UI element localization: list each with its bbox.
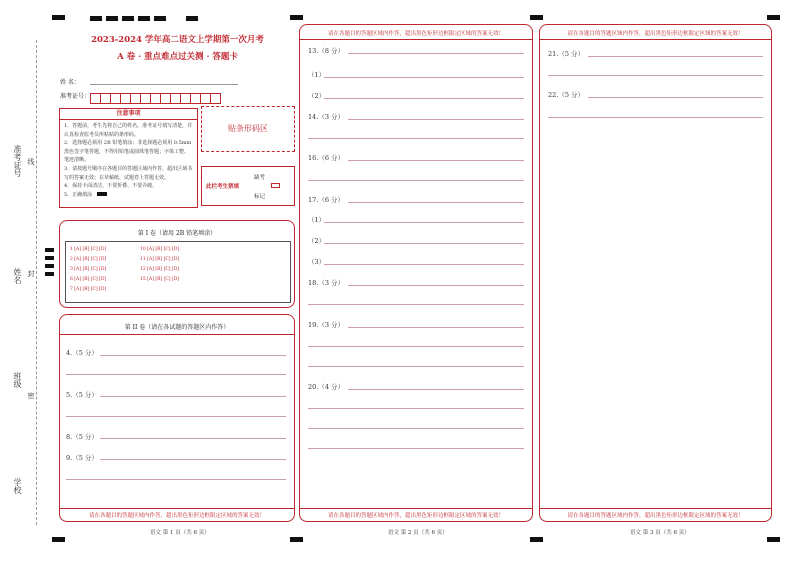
warning-text: 请在各题目的答题区域内作答，超出黑色矩形边框限定区域的答案无效！ [327, 31, 504, 37]
notice-item [64, 191, 193, 200]
section1-panel [59, 220, 295, 308]
answer-line[interactable] [588, 56, 763, 57]
answer-line[interactable] [308, 366, 524, 367]
registration-mark [154, 16, 166, 21]
choice-row[interactable]: 12 [A] [B] [C] [D] [140, 267, 180, 272]
registration-mark [106, 16, 118, 21]
section1-title: 第 I 卷（请用 2B 铅笔填涂） [137, 230, 217, 237]
choice-column-right [140, 245, 179, 285]
choice-row[interactable]: 11 [A] [B] [C] [D] [140, 257, 180, 262]
binding-mi: 密 [27, 392, 35, 399]
barcode-label: 贴条形码区 [228, 124, 268, 133]
question-label: 20.（4 分） [308, 383, 345, 391]
registration-mark [138, 16, 150, 21]
name-field[interactable] [90, 84, 238, 85]
section2-panel [59, 314, 295, 522]
name-label: 姓 名： [60, 79, 80, 86]
notice-item: 2．选择题必须用 2B 铅笔填涂；非选择题必须用 0.5mm 黑色签字笔答题，不得用铅笔或圆珠笔答题；字体工整、笔迹清晰。 [64, 140, 192, 164]
answer-line[interactable] [348, 119, 524, 120]
footer-divider [300, 508, 532, 509]
id-label: 准考证号： [60, 93, 91, 100]
warning-text: 请在各题目的答题区域内作答，超出黑色矩形边框限定区域的答案无效！ [567, 31, 744, 37]
binding-school-label: 学校 [13, 478, 22, 494]
registration-mark [530, 537, 543, 542]
choice-row[interactable]: 6 [A] [B] [C] [D] [70, 277, 107, 282]
answer-line[interactable] [548, 117, 763, 118]
answer-line[interactable] [308, 428, 524, 429]
answer-line[interactable] [100, 355, 286, 356]
registration-mark [290, 537, 303, 542]
page-footer: 语文 第 1 页（共 6 页） [150, 530, 210, 536]
answer-line[interactable] [348, 285, 524, 286]
question-label: 21.（5 分） [548, 50, 585, 58]
section2-title: 第 II 卷（请在各试题的答题区内作答） [124, 324, 230, 331]
registration-mark [767, 537, 780, 542]
answer-line[interactable] [308, 408, 524, 409]
page3-panel [539, 24, 772, 522]
registration-mark [530, 15, 543, 20]
answer-line[interactable] [100, 396, 286, 397]
notice-box [59, 108, 198, 208]
absent-line1: 缺考 [254, 175, 266, 181]
registration-mark [90, 16, 102, 21]
registration-mark [290, 15, 303, 20]
id-digit-box[interactable] [210, 93, 221, 104]
answer-line[interactable] [66, 479, 286, 480]
question-label: 13.（8 分） [308, 47, 345, 55]
registration-mark [52, 537, 65, 542]
question-label: 19.（3 分） [308, 321, 345, 329]
absent-line2: 标记 [254, 194, 266, 200]
answer-line[interactable] [324, 77, 524, 78]
answer-line[interactable] [348, 389, 524, 390]
section2-divider [60, 334, 294, 335]
answer-line[interactable] [348, 327, 524, 328]
registration-mark [45, 248, 54, 252]
question-label: （3） [308, 258, 326, 266]
answer-line[interactable] [66, 416, 286, 417]
answer-line[interactable] [308, 180, 524, 181]
answer-line[interactable] [308, 304, 524, 305]
choice-row[interactable]: 2 [A] [B] [C] [D] [70, 257, 107, 262]
binding-class-label: 班级 [13, 372, 22, 388]
binding-feng: 封 [27, 270, 35, 277]
warning-text: 请在各题目的答题区域内作答，超出黑色矩形边框限定区域的答案无效！ [88, 513, 265, 519]
answer-line[interactable] [324, 264, 524, 265]
header-divider [300, 39, 532, 40]
answer-line[interactable] [324, 243, 524, 244]
absent-box [201, 166, 295, 206]
question-label: 5.（5 分） [66, 391, 98, 399]
question-label: （2） [308, 92, 326, 100]
filled-sample-mark [97, 192, 107, 196]
answer-line[interactable] [308, 448, 524, 449]
page-title: 2023-2024 学年高二语文上学期第一次月考 [91, 35, 264, 45]
barcode-area [201, 106, 295, 152]
answer-line[interactable] [100, 438, 286, 439]
warning-text: 请在各题目的答题区域内作答，超出黑色矩形边框限定区域的答案无效！ [567, 513, 744, 519]
binding-dashed-line [36, 40, 37, 525]
id-boxes[interactable] [90, 88, 220, 107]
question-label: 22.（5 分） [548, 91, 585, 99]
answer-line[interactable] [324, 98, 524, 99]
question-label: （2） [308, 237, 326, 245]
registration-mark [122, 16, 134, 21]
registration-mark [52, 15, 65, 20]
header-divider [540, 39, 771, 40]
footer-divider [540, 508, 771, 509]
choice-column-left [70, 245, 106, 295]
question-label: （1） [308, 71, 326, 79]
choice-row[interactable]: 15 [A] [B] [C] [D] [140, 277, 180, 282]
answer-line[interactable] [348, 53, 524, 54]
choice-row[interactable]: 7 [A] [B] [C] [D] [70, 287, 107, 292]
registration-mark [45, 272, 54, 276]
answer-line[interactable] [588, 97, 763, 98]
question-label: 18.（3 分） [308, 279, 345, 287]
answer-line[interactable] [348, 202, 524, 203]
registration-mark [767, 15, 780, 20]
notice-item: 3．请按题号顺序在各题目的答题区域内作答，超出区域书写的答案无效；在草稿纸、试题卷上答题无效。 [64, 165, 193, 181]
answer-line[interactable] [348, 160, 524, 161]
notice-item: 1．答题前，考生先将自己的姓名，准考证号填写清楚，并认真检查监考员所粘贴的条形码。 [64, 123, 193, 138]
answer-line[interactable] [100, 459, 286, 460]
absent-label: 此栏考生禁填 [206, 184, 240, 190]
binding-name-label: 姓名 [13, 268, 22, 284]
question-label: 16.（6 分） [308, 154, 345, 162]
page-subtitle: A 卷 · 重点难点过关测 · 答题卡 [117, 52, 238, 62]
notice-item-text: 5．正确填涂 [64, 191, 93, 198]
absent-checkbox[interactable] [271, 183, 280, 188]
question-label: 4.（5 分） [66, 349, 98, 357]
choice-row[interactable]: 1 [A] [B] [C] [D] [70, 247, 107, 252]
notice-item: 4．保持卡面清洁，不要折叠、不要弄破。 [64, 183, 158, 190]
registration-mark [45, 264, 54, 268]
answer-line[interactable] [308, 138, 524, 139]
notice-title: 注意事项 [60, 109, 197, 120]
answer-line[interactable] [324, 222, 524, 223]
page-footer: 语文 第 3 页（共 6 页） [630, 530, 690, 536]
binding-xian: 线 [27, 158, 35, 165]
question-label: 8.（5 分） [66, 433, 98, 441]
page-footer: 语文 第 2 页（共 6 页） [388, 530, 448, 536]
question-label: 17.（6 分） [308, 196, 345, 204]
choice-row[interactable]: 3 [A] [B] [C] [D] [70, 267, 107, 272]
question-label: （1） [308, 216, 326, 224]
page2-panel [299, 24, 533, 522]
answer-line[interactable] [66, 374, 286, 375]
warning-text: 请在各题目的答题区域内作答，超出黑色矩形边框限定区域的答案无效！ [327, 513, 504, 519]
registration-mark [186, 16, 198, 21]
question-label: 9.（5 分） [66, 454, 98, 462]
binding-id-label: 准考证号 [13, 145, 22, 177]
choice-row[interactable]: 10 [A] [B] [C] [D] [140, 247, 180, 252]
question-label: 14.（3 分） [308, 113, 345, 121]
registration-mark [45, 256, 54, 260]
choice-grid [65, 241, 291, 303]
footer-divider [60, 508, 294, 509]
answer-line[interactable] [308, 346, 524, 347]
answer-line[interactable] [548, 75, 763, 76]
